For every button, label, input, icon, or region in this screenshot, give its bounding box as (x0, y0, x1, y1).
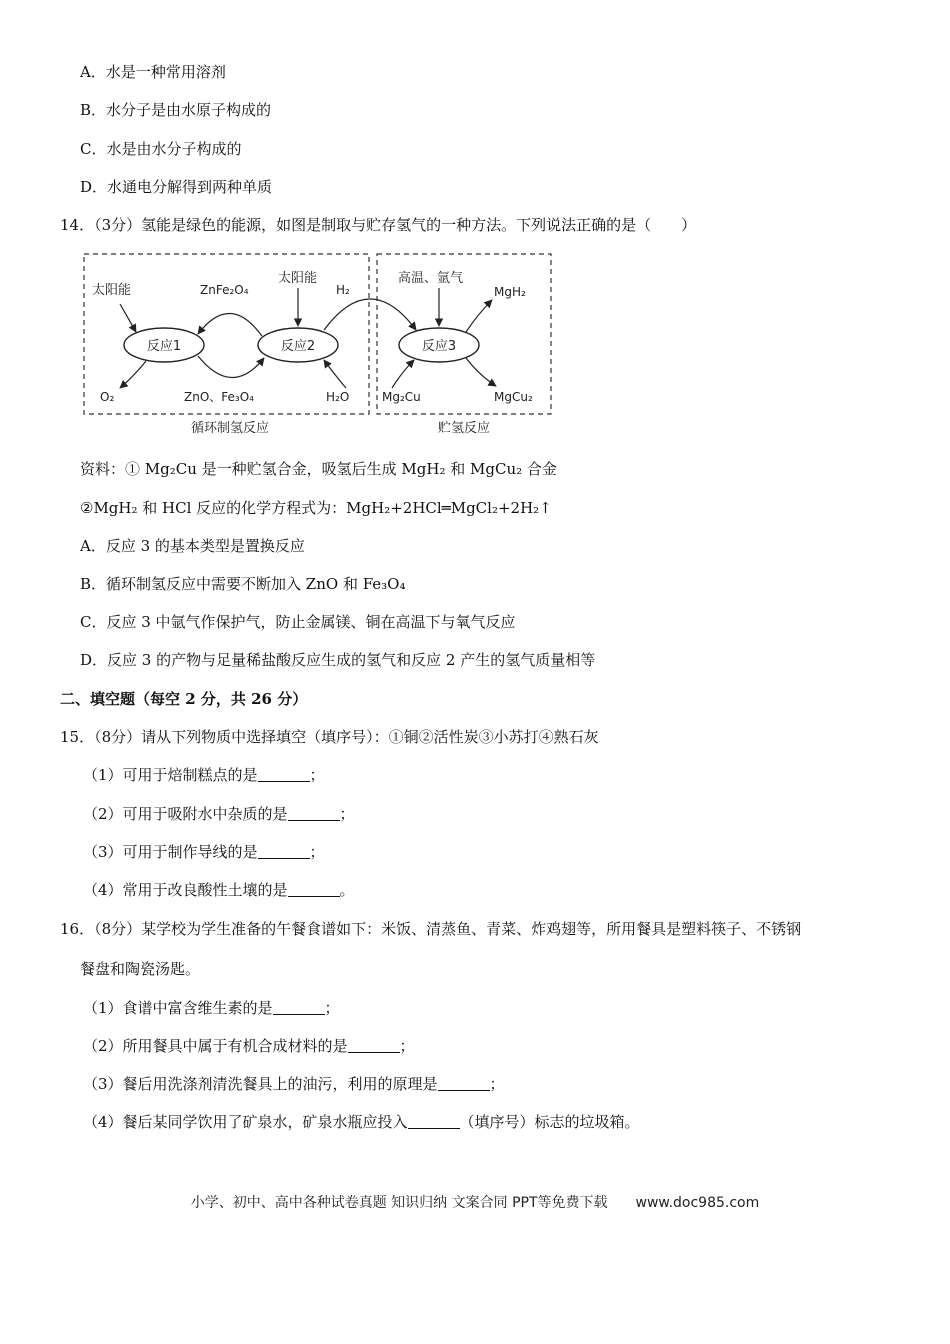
storage-box-label: 贮氢反应 (437, 421, 491, 436)
arrow-h2o-to-r2 (324, 360, 346, 388)
diagram-svg (80, 248, 560, 444)
q16-sub-4-pre: （4）餐后某同学饮用了矿泉水，矿泉水瓶应投入 (83, 1113, 408, 1131)
q14-option-a: A．反应 3 的基本类型是置换反应 (80, 537, 305, 555)
info-1-text: ① Mg₂Cu 是一种贮氢合金，吸氢后生成 MgH₂ 和 MgCu₂ 合金 (125, 460, 557, 478)
q15-sub-2 (83, 804, 355, 824)
q13-option-a: A．水是一种常用溶剂 (80, 63, 226, 81)
h2-label: H₂ (336, 283, 350, 297)
arrow-r1-to-o2 (120, 361, 146, 388)
punct: ； (309, 766, 325, 784)
reaction2-label: 反应2 (280, 339, 316, 354)
mgcu2-label: MgCu₂ (494, 390, 533, 404)
q16-sub-3 (83, 1074, 505, 1094)
q15-sub-4 (83, 880, 355, 900)
section-title: 二、填空题（每空 2 分，共 26 分） (60, 690, 308, 708)
q16-sub-4 (83, 1112, 640, 1132)
q13-option-c: C．水是由水分子构成的 (80, 140, 242, 158)
arrow-solar-to-r1 (120, 304, 136, 332)
arrow-r3-to-mgcu2 (466, 358, 496, 386)
answer-blank (288, 882, 340, 897)
q16-sub-2 (83, 1036, 415, 1056)
answer-blank (438, 1076, 490, 1091)
arrow-mg2cu-to-r3 (392, 360, 414, 388)
q14-option-c: C．反应 3 中氩气作保护气，防止金属镁、铜在高温下与氧气反应 (80, 613, 516, 631)
q15-sub-3-text: （3）可用于制作导线的是 (83, 843, 258, 861)
q15-sub-3 (83, 842, 325, 862)
q16-sub-1 (83, 998, 340, 1018)
q16-stem-line-1: 16．（8分）某学校为学生准备的午餐食谱如下：米饭、清蒸鱼、青菜、炸鸡翅等，所用餐具是塑料筷子、不锈钢 (60, 920, 802, 938)
high-temp-ar-label: 高温、氩气 (398, 271, 464, 286)
q14-info-1 (80, 459, 557, 479)
q13-option-b: B．水分子是由水原子构成的 (80, 101, 272, 119)
q15-sub-4-text: （4）常用于改良酸性土壤的是 (83, 881, 288, 899)
q15-sub-1 (83, 765, 325, 785)
answer-blank (288, 806, 340, 821)
info-prefix: 资料： (80, 460, 126, 478)
punct: ； (324, 999, 340, 1017)
reaction3-label: 反应3 (421, 339, 457, 354)
q14-option-b: B．循环制氢反应中需要不断加入 ZnO 和 Fe₃O₄ (80, 575, 406, 593)
arrow-r3-to-mgh2 (466, 300, 492, 332)
q16-sub-4-post: （填序号）标志的垃圾箱。 (459, 1113, 640, 1131)
solar-left-label: 太阳能 (92, 283, 132, 298)
mg2cu-label: Mg₂Cu (382, 390, 421, 404)
punct: ； (339, 805, 355, 823)
answer-blank (258, 767, 310, 782)
znfe2o4-label: ZnFe₂O₄ (200, 283, 249, 297)
hydrogen-cycle-diagram (80, 248, 560, 444)
solar-mid-label: 太阳能 (278, 271, 318, 286)
punct: ； (489, 1075, 505, 1093)
q14-info-2: ②MgH₂ 和 HCl 反应的化学方程式为：MgH₂+2HCl═MgCl₂+2H₂↑ (80, 499, 552, 517)
answer-blank (273, 1000, 325, 1015)
cycle-box-label: 循环制氢反应 (190, 421, 270, 436)
answer-blank (258, 844, 310, 859)
q15-sub-2-text: （2）可用于吸附水中杂质的是 (83, 805, 288, 823)
mgh2-label: MgH₂ (494, 285, 526, 299)
answer-blank (408, 1114, 460, 1129)
answer-blank (348, 1038, 400, 1053)
arrow-r1-to-r2 (198, 356, 264, 378)
o2-label: O₂ (100, 390, 115, 404)
q14-stem: 14．（3分）氢能是绿色的能源，如图是制取与贮存氢气的一种方法。下列说法正确的是（ ） (60, 216, 697, 234)
arrow-r2-to-r1 (198, 313, 262, 336)
q15-sub-1-text: （1）可用于焙制糕点的是 (83, 766, 258, 784)
page-footer: 小学、初中、高中各种试卷真题 知识归纳 文案合同 PPT等免费下载 www.doc985.com (190, 1195, 760, 1211)
q16-sub-1-text: （1）食谱中富含维生素的是 (83, 999, 273, 1017)
q16-sub-2-text: （2）所用餐具中属于有机合成材料的是 (83, 1037, 348, 1055)
q16-stem-line-2: 餐盘和陶瓷汤匙。 (80, 960, 201, 978)
punct: ； (399, 1037, 415, 1055)
q15-stem: 15．（8分）请从下列物质中选择填空（填序号）：①铜②活性炭③小苏打④熟石灰 (60, 728, 599, 746)
punct: 。 (339, 881, 355, 899)
q13-option-d: D．水通电分解得到两种单质 (80, 178, 273, 196)
q16-sub-3-text: （3）餐后用洗涤剂清洗餐具上的油污，利用的原理是 (83, 1075, 438, 1093)
h2o-label: H₂O (326, 390, 350, 404)
arrow-h2-to-r3 (324, 299, 416, 330)
punct: ； (309, 843, 325, 861)
q14-option-d: D．反应 3 的产物与足量稀盐酸反应生成的氢气和反应 2 产生的氢气质量相等 (80, 651, 596, 669)
zno-fe3o4-label: ZnO、Fe₃O₄ (184, 390, 254, 404)
reaction1-label: 反应1 (146, 339, 182, 354)
